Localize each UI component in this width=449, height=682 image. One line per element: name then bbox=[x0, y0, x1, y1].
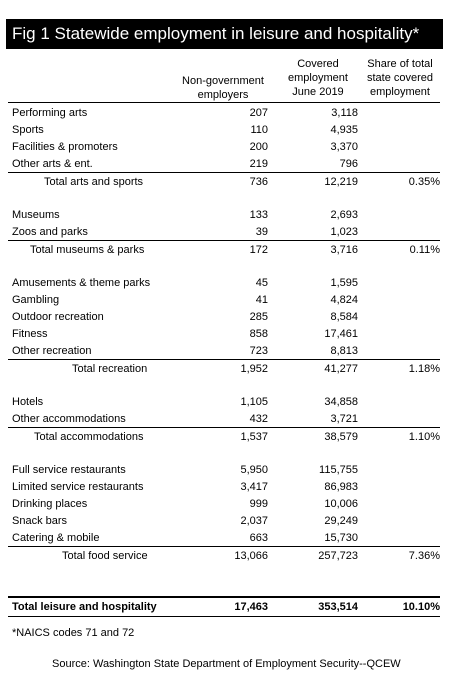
covered-cell: 8,813 bbox=[330, 345, 358, 357]
employers-cell: 285 bbox=[249, 311, 268, 323]
table-bottom-rule bbox=[8, 616, 440, 617]
employers-cell: 3,417 bbox=[240, 481, 268, 493]
employers-cell: 172 bbox=[249, 244, 268, 256]
row-label: Hotels bbox=[12, 396, 44, 408]
row-label: Total leisure and hospitality bbox=[12, 601, 157, 613]
row-label: Other arts & ent. bbox=[12, 158, 93, 170]
covered-cell: 17,461 bbox=[324, 328, 358, 340]
footnote: *NAICS codes 71 and 72 bbox=[12, 627, 135, 639]
covered-cell: 8,584 bbox=[330, 311, 358, 323]
covered-cell: 15,730 bbox=[324, 532, 358, 544]
row-label: Total accommodations bbox=[34, 431, 144, 443]
header-covered bbox=[276, 57, 360, 99]
table-row bbox=[0, 513, 449, 530]
row-label: Catering & mobile bbox=[12, 532, 100, 544]
table-row bbox=[0, 394, 449, 411]
row-label: Total recreation bbox=[72, 363, 148, 375]
share-cell: 0.11% bbox=[409, 244, 440, 256]
covered-cell: 3,721 bbox=[330, 413, 358, 425]
subtotal-rule bbox=[8, 359, 440, 360]
employers-cell: 133 bbox=[249, 209, 268, 221]
row-label: Snack bars bbox=[12, 515, 68, 527]
header-share bbox=[360, 57, 440, 99]
covered-cell: 12,219 bbox=[324, 176, 358, 188]
covered-cell: 29,249 bbox=[324, 515, 358, 527]
subtotal-rule bbox=[8, 240, 440, 241]
header-covered-line: employment bbox=[288, 72, 348, 84]
employers-cell: 723 bbox=[249, 345, 268, 357]
table-row bbox=[0, 309, 449, 326]
covered-cell: 353,514 bbox=[318, 601, 358, 613]
row-label: Performing arts bbox=[12, 107, 88, 119]
employers-cell: 41 bbox=[255, 294, 268, 306]
header-employers-line: employers bbox=[197, 89, 249, 101]
employers-cell: 2,037 bbox=[240, 515, 268, 527]
employers-cell: 1,105 bbox=[240, 396, 268, 408]
share-cell: 7.36% bbox=[408, 550, 440, 562]
header-employers bbox=[172, 74, 274, 102]
employers-cell: 5,950 bbox=[240, 464, 268, 476]
employers-cell: 110 bbox=[250, 124, 268, 136]
subtotal-rule bbox=[8, 427, 440, 428]
table-row bbox=[0, 275, 449, 292]
employers-cell: 219 bbox=[249, 158, 268, 170]
share-cell: 1.10% bbox=[408, 431, 440, 443]
covered-cell: 4,824 bbox=[330, 294, 358, 306]
table-row bbox=[0, 343, 449, 360]
covered-cell: 38,579 bbox=[324, 431, 358, 443]
covered-cell: 4,935 bbox=[330, 124, 358, 136]
row-label: Museums bbox=[12, 209, 60, 221]
employers-cell: 1,537 bbox=[240, 431, 268, 443]
row-label: Total food service bbox=[62, 550, 148, 562]
table-row bbox=[0, 496, 449, 513]
subtotal-row bbox=[0, 548, 449, 565]
subtotal-row bbox=[0, 361, 449, 378]
covered-cell: 115,755 bbox=[319, 464, 358, 476]
employers-cell: 432 bbox=[249, 413, 268, 425]
covered-cell: 10,006 bbox=[324, 498, 358, 510]
header-rule bbox=[8, 102, 440, 103]
source-note: Source: Washington State Department of Employment Security--QCEW bbox=[52, 658, 401, 670]
table-row bbox=[0, 156, 449, 173]
subtotal-row bbox=[0, 174, 449, 191]
row-label: Total arts and sports bbox=[44, 176, 144, 188]
table-row bbox=[0, 139, 449, 156]
row-label: Total museums & parks bbox=[30, 244, 145, 256]
employers-cell: 736 bbox=[249, 176, 268, 188]
employers-cell: 200 bbox=[249, 141, 268, 153]
header-covered-line: June 2019 bbox=[292, 86, 344, 98]
employers-cell: 17,463 bbox=[234, 601, 268, 613]
table-row bbox=[0, 462, 449, 479]
covered-cell: 2,693 bbox=[330, 209, 358, 221]
header-share-line: Share of total bbox=[367, 58, 433, 70]
covered-cell: 3,370 bbox=[330, 141, 358, 153]
row-label: Outdoor recreation bbox=[12, 311, 104, 323]
figure-title: Fig 1 Statewide employment in leisure and hospitality* bbox=[6, 19, 443, 49]
table-row bbox=[0, 207, 449, 224]
subtotal-rule bbox=[8, 172, 440, 173]
header-employers-line: Non-government bbox=[182, 75, 264, 87]
row-label: Drinking places bbox=[12, 498, 88, 510]
row-label: Gambling bbox=[12, 294, 60, 306]
row-label: Sports bbox=[12, 124, 44, 136]
header-covered-line: Covered bbox=[297, 58, 339, 70]
share-cell: 1.18% bbox=[408, 363, 440, 375]
grand-total-rule bbox=[8, 596, 440, 598]
employers-cell: 207 bbox=[249, 107, 268, 119]
table-row bbox=[0, 411, 449, 428]
table-row bbox=[0, 326, 449, 343]
row-label: Fitness bbox=[12, 328, 48, 340]
share-cell: 0.35% bbox=[408, 176, 440, 188]
employers-cell: 39 bbox=[255, 226, 268, 238]
covered-cell: 1,595 bbox=[330, 277, 358, 289]
row-label: Full service restaurants bbox=[12, 464, 126, 476]
share-cell: 10.10% bbox=[402, 601, 440, 613]
covered-cell: 796 bbox=[339, 158, 358, 170]
row-label: Zoos and parks bbox=[12, 226, 88, 238]
covered-cell: 257,723 bbox=[318, 550, 358, 562]
employers-cell: 45 bbox=[255, 277, 268, 289]
covered-cell: 34,858 bbox=[324, 396, 358, 408]
covered-cell: 86,983 bbox=[324, 481, 358, 493]
employers-cell: 663 bbox=[249, 532, 268, 544]
covered-cell: 41,277 bbox=[324, 363, 358, 375]
table-row bbox=[0, 224, 449, 241]
employers-cell: 1,952 bbox=[240, 363, 268, 375]
covered-cell: 3,716 bbox=[330, 244, 358, 256]
subtotal-row bbox=[0, 429, 449, 446]
header-share-line: employment bbox=[370, 86, 430, 98]
row-label: Other recreation bbox=[12, 345, 92, 357]
employers-cell: 13,066 bbox=[234, 550, 268, 562]
covered-cell: 1,023 bbox=[330, 226, 358, 238]
row-label: Other accommodations bbox=[12, 413, 126, 425]
table-row bbox=[0, 122, 449, 139]
employers-cell: 858 bbox=[249, 328, 268, 340]
header-share-line: state covered bbox=[366, 72, 434, 84]
table-row bbox=[0, 292, 449, 309]
grand-total-row bbox=[0, 599, 449, 616]
row-label: Facilities & promoters bbox=[12, 141, 118, 153]
table-row bbox=[0, 479, 449, 496]
covered-cell: 3,118 bbox=[331, 107, 358, 119]
subtotal-rule bbox=[8, 546, 440, 547]
table-row bbox=[0, 105, 449, 122]
employers-cell: 999 bbox=[249, 498, 268, 510]
subtotal-row bbox=[0, 242, 449, 259]
row-label: Limited service restaurants bbox=[12, 481, 144, 493]
row-label: Amusements & theme parks bbox=[12, 277, 151, 289]
table-row bbox=[0, 530, 449, 547]
